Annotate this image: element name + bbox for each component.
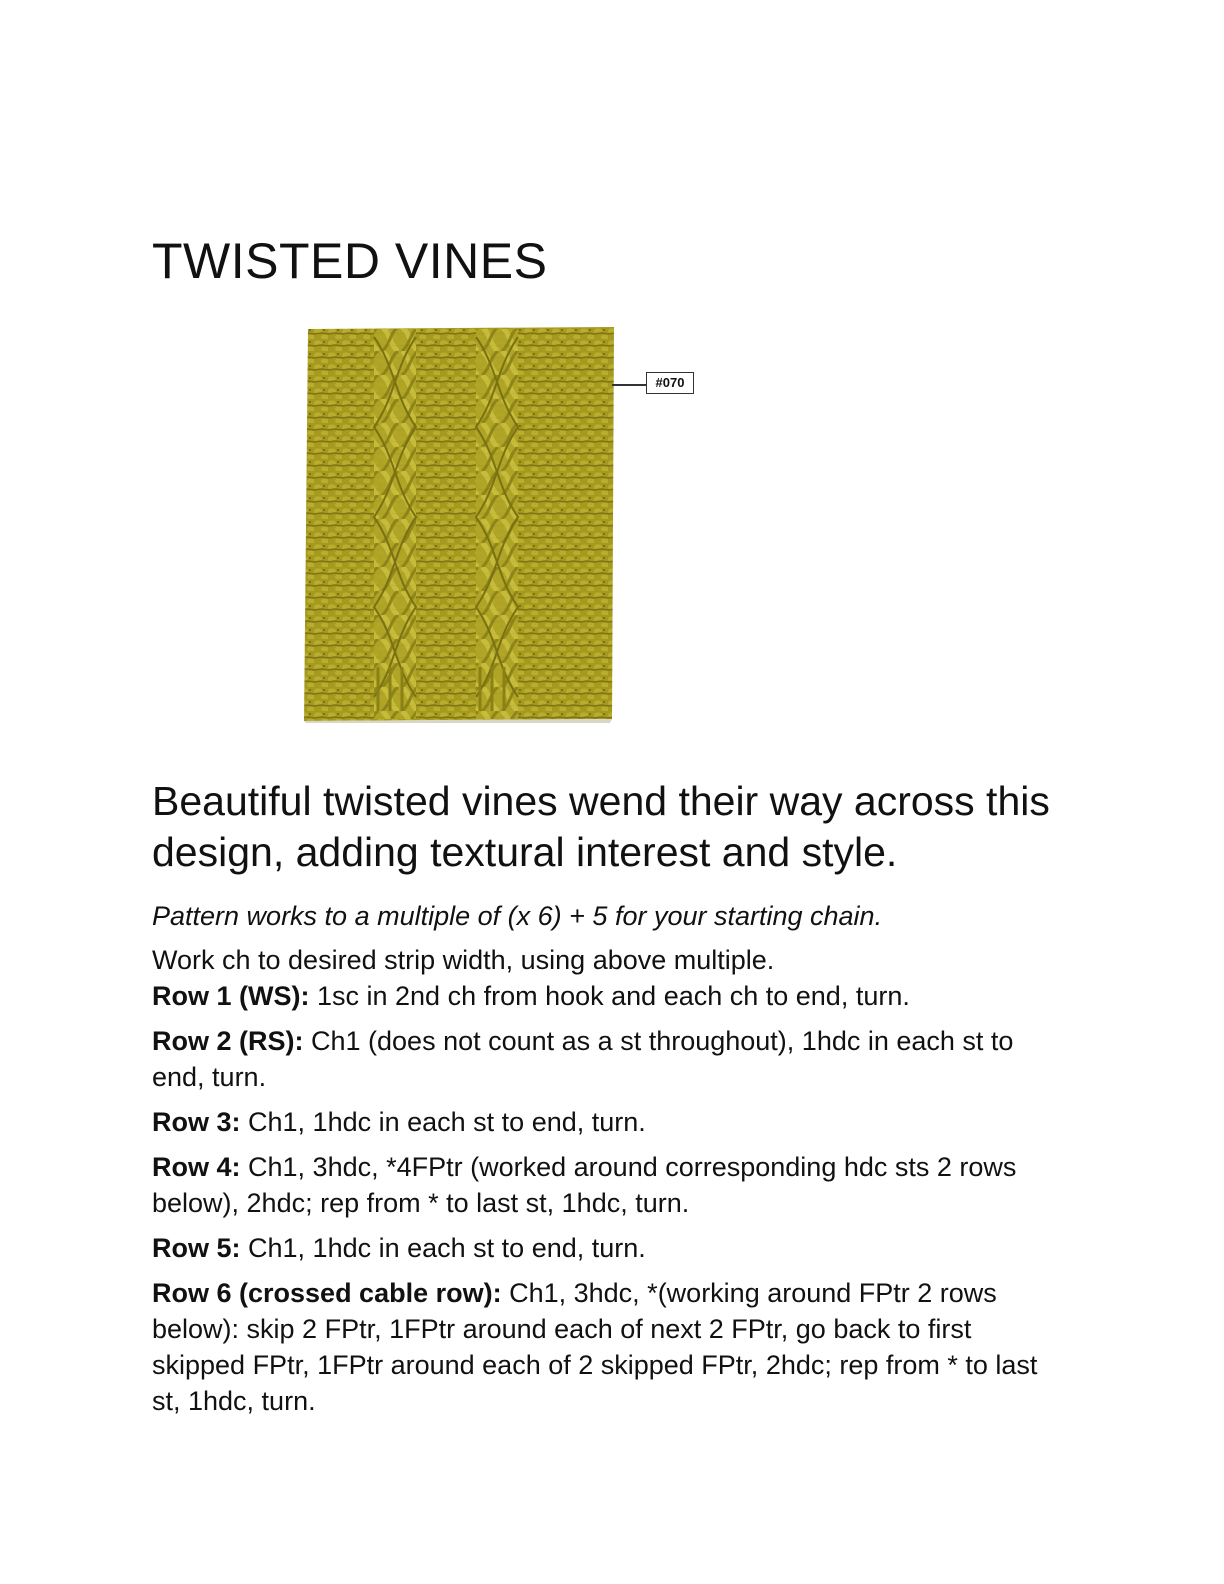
setup-instruction: Work ch to desired strip width, using above multiple. — [152, 945, 775, 975]
row-text: Ch1, 3hdc, *(working around FPtr 2 rows below): skip 2 FPtr, 1FPtr around each of next 2 FPtr, go back to first skipped FPtr, 1FPtr around each of 2 skipped FPtr, 2hdc; rep from * to last st, 1hdc, turn. — [152, 1278, 1038, 1416]
row-label: Row 4: — [152, 1152, 241, 1182]
callout-leader-line — [612, 384, 646, 386]
pattern-instructions — [152, 898, 1052, 1428]
row-instruction — [152, 1104, 1052, 1140]
intro-text: Beautiful twisted vines wend their way across this design, adding textural interest and style. — [152, 778, 1050, 875]
row-label: Row 5: — [152, 1233, 241, 1263]
row-instruction — [152, 978, 1052, 1014]
crochet-swatch-photo — [300, 327, 616, 723]
swatch-number-tag: #070 — [646, 372, 694, 394]
row-label: Row 2 (RS): — [152, 1026, 304, 1056]
row-instruction — [152, 1149, 1052, 1221]
row-text: Ch1 (does not count as a st throughout), 1hdc in each st to end, turn. — [152, 1026, 1014, 1092]
row-text: 1sc in 2nd ch from hook and each ch to end, turn. — [309, 981, 910, 1011]
multiple-note: Pattern works to a multiple of (x 6) + 5 for your starting chain. — [152, 901, 883, 931]
swatch-image — [300, 327, 616, 723]
page-title: TWISTED VINES — [152, 233, 548, 289]
row-label: Row 6 (crossed cable row): — [152, 1278, 502, 1308]
row-text: Ch1, 3hdc, *4FPtr (worked around corresponding hdc sts 2 rows below), 2hdc; rep from * to last st, 1hdc, turn. — [152, 1152, 1017, 1218]
row-instruction — [152, 1023, 1052, 1095]
row-text: Ch1, 1hdc in each st to end, turn. — [240, 1107, 646, 1137]
row-instruction — [152, 1275, 1052, 1419]
row-instruction — [152, 1230, 1052, 1266]
row-label: Row 3: — [152, 1107, 241, 1137]
row-label: Row 1 (WS): — [152, 981, 310, 1011]
row-text: Ch1, 1hdc in each st to end, turn. — [240, 1233, 646, 1263]
